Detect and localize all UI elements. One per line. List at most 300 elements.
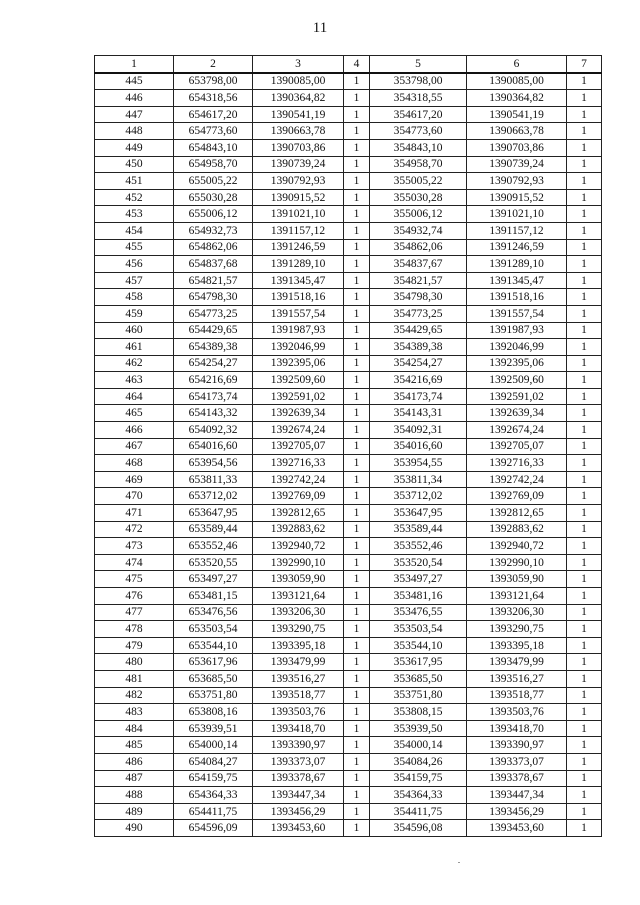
table-cell: 485 xyxy=(95,737,174,754)
table-cell: 1393456,29 xyxy=(467,803,567,820)
table-cell: 353685,50 xyxy=(370,670,467,687)
table-row xyxy=(95,156,602,173)
table-cell: 1393453,60 xyxy=(253,820,344,837)
table-cell: 1 xyxy=(567,787,602,804)
table-cell: 475 xyxy=(95,571,174,588)
table-cell: 1 xyxy=(344,73,370,90)
table-cell: 458 xyxy=(95,289,174,306)
table-cell: 1391987,93 xyxy=(253,322,344,339)
table-cell: 653476,56 xyxy=(174,604,253,621)
scan-speck xyxy=(458,862,460,863)
table-cell: 479 xyxy=(95,637,174,654)
table-cell: 1392812,65 xyxy=(467,505,567,522)
table-row xyxy=(95,471,602,488)
table-cell: 1392742,24 xyxy=(253,471,344,488)
table-cell: 1390663,78 xyxy=(253,123,344,140)
table-cell: 1 xyxy=(344,222,370,239)
table-row xyxy=(95,604,602,621)
table-row xyxy=(95,139,602,156)
table-cell: 477 xyxy=(95,604,174,621)
table-cell: 483 xyxy=(95,704,174,721)
table-cell: 488 xyxy=(95,787,174,804)
table-row xyxy=(95,770,602,787)
table-cell: 1390703,86 xyxy=(253,139,344,156)
table-row xyxy=(95,820,602,837)
table-cell: 353544,10 xyxy=(370,637,467,654)
table-cell: 1391557,54 xyxy=(253,305,344,322)
table-cell: 654364,33 xyxy=(174,787,253,804)
table-cell: 355005,22 xyxy=(370,173,467,190)
table-cell: 1392509,60 xyxy=(467,372,567,389)
table-cell: 473 xyxy=(95,538,174,555)
table-row xyxy=(95,554,602,571)
table-cell: 654429,65 xyxy=(174,322,253,339)
table-cell: 1393395,18 xyxy=(467,637,567,654)
table-cell: 463 xyxy=(95,372,174,389)
table-row xyxy=(95,422,602,439)
table-cell: 467 xyxy=(95,438,174,455)
table-cell: 474 xyxy=(95,554,174,571)
table-cell: 480 xyxy=(95,654,174,671)
table-cell: 1 xyxy=(344,820,370,837)
table-cell: 1 xyxy=(344,139,370,156)
table-cell: 654318,56 xyxy=(174,90,253,107)
table-cell: 653497,27 xyxy=(174,571,253,588)
table-cell: 1 xyxy=(344,720,370,737)
table-cell: 1 xyxy=(344,670,370,687)
table-cell: 354773,60 xyxy=(370,123,467,140)
table-cell: 1391021,10 xyxy=(467,206,567,223)
table-cell: 1 xyxy=(344,654,370,671)
table-cell: 1 xyxy=(567,637,602,654)
table-cell: 1393373,07 xyxy=(253,753,344,770)
table-cell: 1 xyxy=(567,355,602,372)
table-cell: 1392742,24 xyxy=(467,471,567,488)
table-cell: 653811,33 xyxy=(174,471,253,488)
table-cell: 1393395,18 xyxy=(253,637,344,654)
table-cell: 1390792,93 xyxy=(253,173,344,190)
table-cell: 1 xyxy=(344,505,370,522)
table-cell: 1 xyxy=(567,372,602,389)
table-row xyxy=(95,670,602,687)
table-cell: 1 xyxy=(567,305,602,322)
table-cell: 1392591,02 xyxy=(467,388,567,405)
table-cell: 1 xyxy=(567,272,602,289)
table-cell: 459 xyxy=(95,305,174,322)
table-cell: 1 xyxy=(567,604,602,621)
table-cell: 654092,32 xyxy=(174,422,253,439)
table-row xyxy=(95,787,602,804)
table-cell: 1393518,77 xyxy=(467,687,567,704)
table-cell: 353954,55 xyxy=(370,455,467,472)
table-cell: 1 xyxy=(567,189,602,206)
table-cell: 1 xyxy=(344,803,370,820)
table-cell: 653939,51 xyxy=(174,720,253,737)
table-cell: 1 xyxy=(567,405,602,422)
table-cell: 354617,20 xyxy=(370,106,467,123)
table-row xyxy=(95,222,602,239)
table-cell: 1391557,54 xyxy=(467,305,567,322)
table-cell: 354389,38 xyxy=(370,339,467,356)
table-cell: 1393121,64 xyxy=(253,588,344,605)
table-cell: 353476,55 xyxy=(370,604,467,621)
table-cell: 1 xyxy=(344,737,370,754)
table-cell: 1391987,93 xyxy=(467,322,567,339)
table-cell: 1 xyxy=(567,339,602,356)
table-cell: 1393418,70 xyxy=(253,720,344,737)
table-cell: 1 xyxy=(344,206,370,223)
table-cell: 353939,50 xyxy=(370,720,467,737)
table-cell: 1391157,12 xyxy=(467,222,567,239)
table-cell: 1391518,16 xyxy=(467,289,567,306)
table-cell: 353617,95 xyxy=(370,654,467,671)
table-cell: 1 xyxy=(344,438,370,455)
table-cell: 447 xyxy=(95,106,174,123)
table-cell: 654389,38 xyxy=(174,339,253,356)
table-row xyxy=(95,272,602,289)
table-cell: 1392639,34 xyxy=(253,405,344,422)
table-cell: 1 xyxy=(344,90,370,107)
table-cell: 1391289,10 xyxy=(253,256,344,273)
table-cell: 478 xyxy=(95,621,174,638)
table-cell: 653647,95 xyxy=(174,505,253,522)
table-cell: 1 xyxy=(344,753,370,770)
table-cell: 1392716,33 xyxy=(467,455,567,472)
table-cell: 448 xyxy=(95,123,174,140)
table-cell: 1393390,97 xyxy=(467,737,567,754)
column-header: 2 xyxy=(174,56,253,73)
table-cell: 354958,70 xyxy=(370,156,467,173)
table-cell: 1 xyxy=(567,156,602,173)
table-cell: 1 xyxy=(344,571,370,588)
table-cell: 465 xyxy=(95,405,174,422)
table-cell: 1393378,67 xyxy=(253,770,344,787)
table-cell: 1 xyxy=(567,737,602,754)
table-cell: 1 xyxy=(344,554,370,571)
table-row xyxy=(95,803,602,820)
table-row xyxy=(95,239,602,256)
table-cell: 1392990,10 xyxy=(253,554,344,571)
table-cell: 1392674,24 xyxy=(467,422,567,439)
table-cell: 654798,30 xyxy=(174,289,253,306)
table-row xyxy=(95,206,602,223)
table-cell: 445 xyxy=(95,73,174,90)
table-cell: 1391021,10 xyxy=(253,206,344,223)
table-body xyxy=(95,73,602,837)
table-cell: 1 xyxy=(567,206,602,223)
table-row xyxy=(95,737,602,754)
table-cell: 354084,26 xyxy=(370,753,467,770)
table-cell: 354159,75 xyxy=(370,770,467,787)
table-cell: 1391246,59 xyxy=(467,239,567,256)
table-cell: 460 xyxy=(95,322,174,339)
table-row xyxy=(95,90,602,107)
table-cell: 655005,22 xyxy=(174,173,253,190)
table-cell: 353751,80 xyxy=(370,687,467,704)
table-cell: 1393121,64 xyxy=(467,588,567,605)
table-cell: 1 xyxy=(567,687,602,704)
table-cell: 451 xyxy=(95,173,174,190)
table-cell: 1393503,76 xyxy=(467,704,567,721)
table-cell: 1 xyxy=(567,173,602,190)
table-cell: 1 xyxy=(567,654,602,671)
table-row xyxy=(95,438,602,455)
table-cell: 654932,73 xyxy=(174,222,253,239)
table-cell: 1 xyxy=(567,554,602,571)
table-cell: 1392883,62 xyxy=(253,521,344,538)
table-cell: 353811,34 xyxy=(370,471,467,488)
table-cell: 1391246,59 xyxy=(253,239,344,256)
table-cell: 1 xyxy=(567,222,602,239)
table-cell: 1 xyxy=(567,106,602,123)
table-cell: 468 xyxy=(95,455,174,472)
table-cell: 653798,00 xyxy=(174,73,253,90)
column-header: 6 xyxy=(467,56,567,73)
table-cell: 469 xyxy=(95,471,174,488)
table-cell: 446 xyxy=(95,90,174,107)
table-cell: 462 xyxy=(95,355,174,372)
table-cell: 354821,57 xyxy=(370,272,467,289)
table-cell: 354411,75 xyxy=(370,803,467,820)
table-cell: 486 xyxy=(95,753,174,770)
table-cell: 1 xyxy=(567,720,602,737)
table-cell: 654000,14 xyxy=(174,737,253,754)
table-cell: 1 xyxy=(567,455,602,472)
table-cell: 1393503,76 xyxy=(253,704,344,721)
table-cell: 1390085,00 xyxy=(253,73,344,90)
table-cell: 1393290,75 xyxy=(467,621,567,638)
table-cell: 1 xyxy=(567,139,602,156)
column-header: 1 xyxy=(95,56,174,73)
table-row xyxy=(95,588,602,605)
table-cell: 1 xyxy=(344,704,370,721)
table-cell: 654143,32 xyxy=(174,405,253,422)
table-header-row xyxy=(95,56,602,73)
table-cell: 354843,10 xyxy=(370,139,467,156)
table-cell: 1390541,19 xyxy=(467,106,567,123)
table-cell: 1 xyxy=(344,521,370,538)
table-cell: 1 xyxy=(567,704,602,721)
table-row xyxy=(95,405,602,422)
table-cell: 490 xyxy=(95,820,174,837)
table-cell: 1390915,52 xyxy=(467,189,567,206)
table-cell: 461 xyxy=(95,339,174,356)
table-cell: 1 xyxy=(567,521,602,538)
table-cell: 654617,20 xyxy=(174,106,253,123)
table-cell: 654016,60 xyxy=(174,438,253,455)
table-cell: 654843,10 xyxy=(174,139,253,156)
table-cell: 1390541,19 xyxy=(253,106,344,123)
table-cell: 1 xyxy=(567,73,602,90)
table-cell: 655030,28 xyxy=(174,189,253,206)
table-cell: 1390915,52 xyxy=(253,189,344,206)
table-cell: 1391345,47 xyxy=(467,272,567,289)
table-cell: 1 xyxy=(567,670,602,687)
coordinates-table xyxy=(94,55,602,837)
table-cell: 1 xyxy=(344,422,370,439)
table-cell: 1393479,99 xyxy=(467,654,567,671)
table-cell: 654773,60 xyxy=(174,123,253,140)
table-cell: 1 xyxy=(344,173,370,190)
table-cell: 1392940,72 xyxy=(253,538,344,555)
table-cell: 1392395,06 xyxy=(467,355,567,372)
table-cell: 354862,06 xyxy=(370,239,467,256)
table-row xyxy=(95,355,602,372)
table-cell: 471 xyxy=(95,505,174,522)
table-cell: 1 xyxy=(567,803,602,820)
table-cell: 1 xyxy=(344,322,370,339)
column-header: 4 xyxy=(344,56,370,73)
table-cell: 354798,30 xyxy=(370,289,467,306)
table-row xyxy=(95,621,602,638)
table-cell: 355006,12 xyxy=(370,206,467,223)
table-cell: 1 xyxy=(344,604,370,621)
table-cell: 450 xyxy=(95,156,174,173)
table-cell: 1 xyxy=(567,90,602,107)
table-cell: 1 xyxy=(344,355,370,372)
table-cell: 354364,33 xyxy=(370,787,467,804)
table-cell: 454 xyxy=(95,222,174,239)
table-cell: 457 xyxy=(95,272,174,289)
table-cell: 1393373,07 xyxy=(467,753,567,770)
table-cell: 1390663,78 xyxy=(467,123,567,140)
table-row xyxy=(95,305,602,322)
table-row xyxy=(95,123,602,140)
table-cell: 1392705,07 xyxy=(467,438,567,455)
table-row xyxy=(95,256,602,273)
table-row xyxy=(95,704,602,721)
table-cell: 1393516,27 xyxy=(253,670,344,687)
table-row xyxy=(95,372,602,389)
table-row xyxy=(95,106,602,123)
table-cell: 1393378,67 xyxy=(467,770,567,787)
column-header: 3 xyxy=(253,56,344,73)
table-cell: 464 xyxy=(95,388,174,405)
table-cell: 1393479,99 xyxy=(253,654,344,671)
table-cell: 1390739,24 xyxy=(253,156,344,173)
table-cell: 1390792,93 xyxy=(467,173,567,190)
table-cell: 1 xyxy=(567,505,602,522)
table-cell: 653589,44 xyxy=(174,521,253,538)
table-cell: 1 xyxy=(567,256,602,273)
table-cell: 1391518,16 xyxy=(253,289,344,306)
table-cell: 354429,65 xyxy=(370,322,467,339)
table-cell: 1 xyxy=(344,189,370,206)
table-cell: 1 xyxy=(567,239,602,256)
table-cell: 1 xyxy=(344,687,370,704)
table-cell: 354216,69 xyxy=(370,372,467,389)
table-cell: 1 xyxy=(344,339,370,356)
table-cell: 470 xyxy=(95,488,174,505)
table-cell: 1 xyxy=(567,538,602,555)
table-row xyxy=(95,654,602,671)
table-cell: 353589,44 xyxy=(370,521,467,538)
table-cell: 489 xyxy=(95,803,174,820)
table-cell: 449 xyxy=(95,139,174,156)
table-cell: 1392046,99 xyxy=(253,339,344,356)
table-cell: 654173,74 xyxy=(174,388,253,405)
table-cell: 1 xyxy=(344,538,370,555)
table-row xyxy=(95,339,602,356)
table-cell: 1 xyxy=(567,488,602,505)
table-row xyxy=(95,637,602,654)
table-cell: 1 xyxy=(344,305,370,322)
table-cell: 481 xyxy=(95,670,174,687)
table-cell: 456 xyxy=(95,256,174,273)
table-cell: 1393447,34 xyxy=(253,787,344,804)
table-cell: 354173,74 xyxy=(370,388,467,405)
table-cell: 1393516,27 xyxy=(467,670,567,687)
table-row xyxy=(95,322,602,339)
table-cell: 1393447,34 xyxy=(467,787,567,804)
table-cell: 654837,68 xyxy=(174,256,253,273)
table-cell: 466 xyxy=(95,422,174,439)
table-cell: 1392940,72 xyxy=(467,538,567,555)
table-cell: 1 xyxy=(344,488,370,505)
column-header: 7 xyxy=(567,56,602,73)
table-cell: 1 xyxy=(344,256,370,273)
table-cell: 1393453,60 xyxy=(467,820,567,837)
table-cell: 1393206,30 xyxy=(467,604,567,621)
table-cell: 484 xyxy=(95,720,174,737)
table-cell: 1 xyxy=(344,289,370,306)
table-cell: 1 xyxy=(344,621,370,638)
table-cell: 1 xyxy=(344,405,370,422)
table-cell: 1390085,00 xyxy=(467,73,567,90)
table-cell: 354773,25 xyxy=(370,305,467,322)
table-cell: 1392812,65 xyxy=(253,505,344,522)
table-cell: 654596,09 xyxy=(174,820,253,837)
table-cell: 353712,02 xyxy=(370,488,467,505)
table-cell: 1393290,75 xyxy=(253,621,344,638)
table-cell: 1 xyxy=(567,123,602,140)
table-row xyxy=(95,173,602,190)
table-cell: 354254,27 xyxy=(370,355,467,372)
table-cell: 654821,57 xyxy=(174,272,253,289)
table-cell: 1 xyxy=(567,621,602,638)
table-cell: 1 xyxy=(344,272,370,289)
table-cell: 354596,08 xyxy=(370,820,467,837)
table-cell: 1393059,90 xyxy=(253,571,344,588)
table-row xyxy=(95,538,602,555)
table-cell: 1 xyxy=(344,770,370,787)
table-row xyxy=(95,505,602,522)
table-cell: 1 xyxy=(567,588,602,605)
table-row xyxy=(95,521,602,538)
table-cell: 654411,75 xyxy=(174,803,253,820)
table-cell: 1392769,09 xyxy=(253,488,344,505)
table-cell: 653617,96 xyxy=(174,654,253,671)
table-cell: 1393456,29 xyxy=(253,803,344,820)
table-cell: 1391289,10 xyxy=(467,256,567,273)
table-cell: 1 xyxy=(567,571,602,588)
table-cell: 1390364,82 xyxy=(253,90,344,107)
table-cell: 1 xyxy=(567,820,602,837)
table-cell: 1393059,90 xyxy=(467,571,567,588)
table-cell: 354837,67 xyxy=(370,256,467,273)
table-cell: 1392046,99 xyxy=(467,339,567,356)
table-cell: 1 xyxy=(344,123,370,140)
table-cell: 1393390,97 xyxy=(253,737,344,754)
table-cell: 353503,54 xyxy=(370,621,467,638)
table-cell: 1 xyxy=(567,438,602,455)
table-cell: 354000,14 xyxy=(370,737,467,754)
table-cell: 353808,15 xyxy=(370,704,467,721)
table-cell: 1 xyxy=(567,388,602,405)
table-cell: 354143,31 xyxy=(370,405,467,422)
table-cell: 353520,54 xyxy=(370,554,467,571)
table-cell: 1392674,24 xyxy=(253,422,344,439)
